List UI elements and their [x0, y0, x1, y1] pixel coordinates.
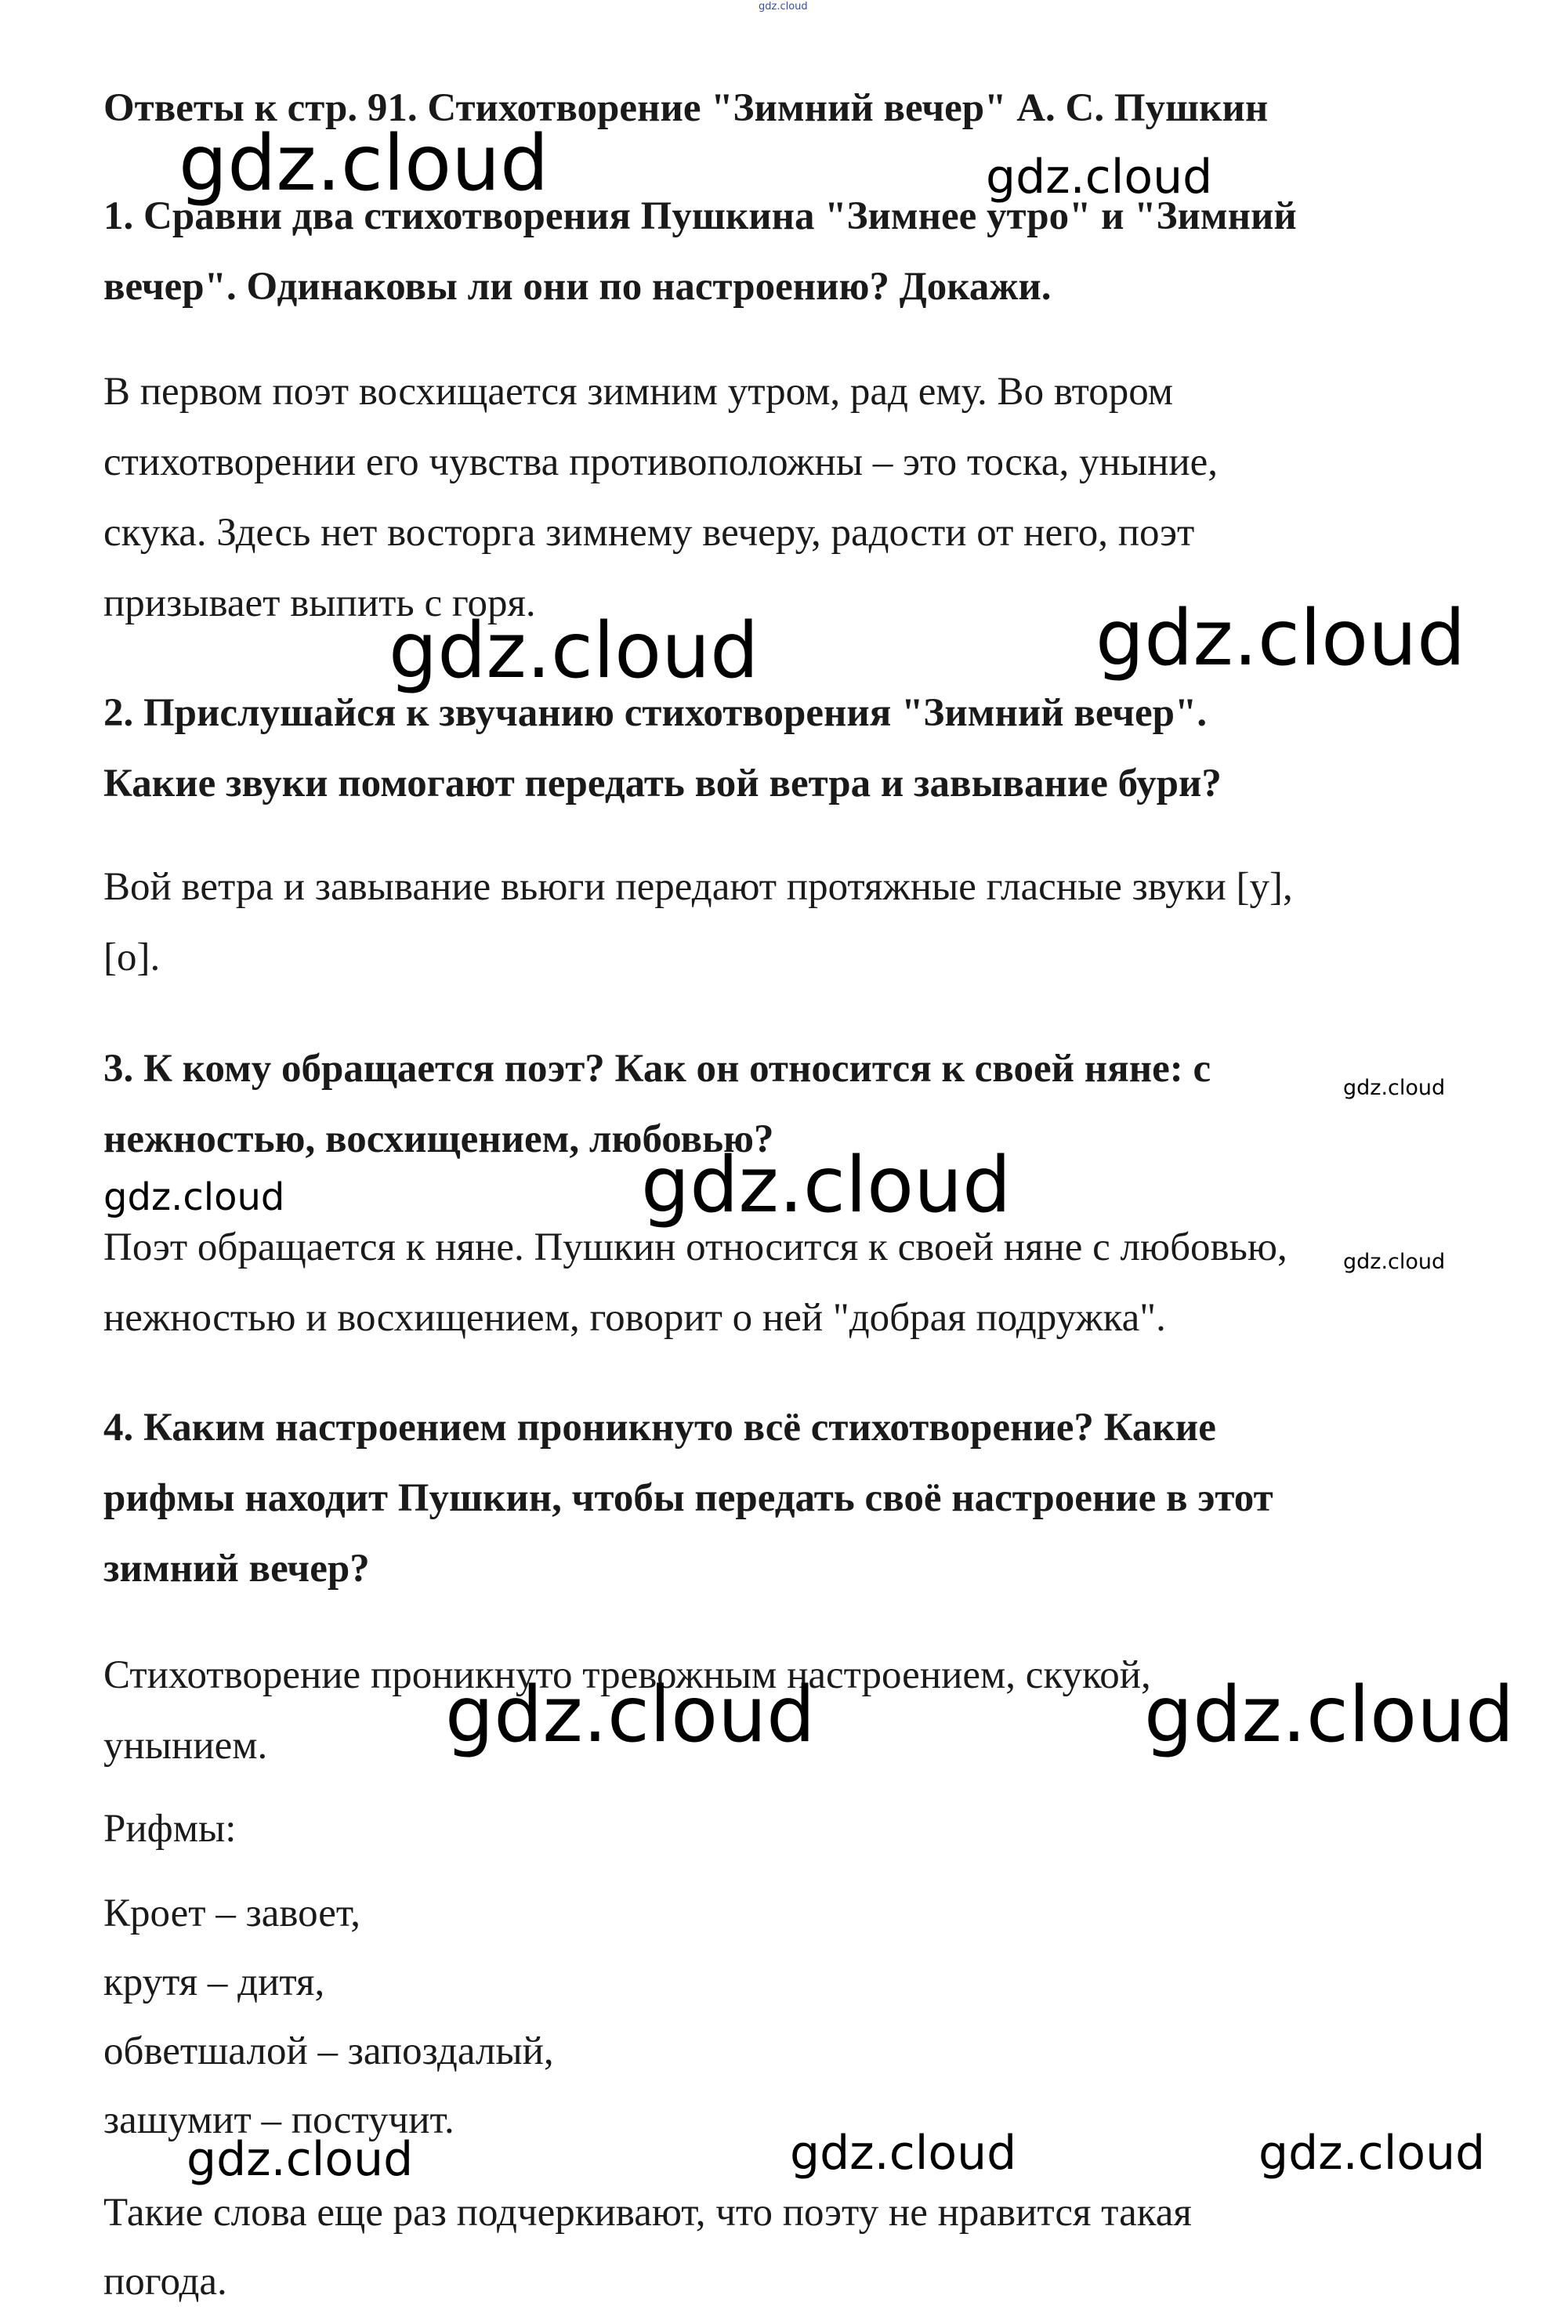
answer-1-line-4: призывает выпить с горя.: [103, 581, 536, 625]
watermark: gdz.cloud: [1343, 1250, 1446, 1274]
rhyme-line-3: обветшалой – запоздалый,: [103, 2029, 554, 2073]
rhyme-line-4: зашумит – постучит.: [103, 2098, 454, 2142]
watermark-top-tiny: gdz.cloud: [759, 1, 808, 13]
rhymes-label: Рифмы:: [103, 1807, 237, 1851]
answer-3-line-2: нежностью и восхищением, говорит о ней "добрая подружка".: [103, 1296, 1166, 1340]
watermark: gdz.cloud: [1343, 1076, 1446, 1100]
question-2-line-2: Какие звуки помогают передать вой ветра и завывание бури?: [103, 762, 1222, 805]
watermark: gdz.cloud: [1144, 1671, 1515, 1760]
question-1-line-2: вечер". Одинаковы ли они по настроению? Докажи.: [103, 265, 1052, 309]
question-1-line-1: 1. Сравни два стихотворения Пушкина "Зимнее утро" и "Зимний: [103, 194, 1297, 238]
watermark: gdz.cloud: [1258, 2126, 1486, 2181]
watermark: gdz.cloud: [186, 2132, 414, 2187]
rhyme-line-1: Кроет – завоет,: [103, 1891, 361, 1935]
answer-1-line-2: стихотворении его чувства противоположны – это тоска, уныние,: [103, 440, 1219, 484]
watermark: gdz.cloud: [445, 1671, 816, 1760]
watermark: gdz.cloud: [986, 150, 1213, 205]
question-4-line-1: 4. Каким настроением проникнуто всё стихотворение? Какие: [103, 1406, 1216, 1450]
page-title: Ответы к стр. 91. Стихотворение "Зимний вечер" А. С. Пушкин: [103, 86, 1269, 130]
conclusion-line-2: погода.: [103, 2260, 227, 2304]
answer-3-line-1: Поэт обращается к няне. Пушкин относится к своей няне с любовью,: [103, 1225, 1287, 1269]
watermark: gdz.cloud: [179, 119, 549, 208]
answer-2-line-1: Вой ветра и завывание вьюги передают протяжные гласные звуки [у],: [103, 865, 1293, 909]
watermark: gdz.cloud: [641, 1141, 1012, 1230]
rhyme-line-2: крутя – дитя,: [103, 1960, 325, 2004]
question-4-line-3: зимний вечер?: [103, 1547, 370, 1591]
question-2-line-1: 2. Прислушайся к звучанию стихотворения "Зимний вечер".: [103, 691, 1208, 735]
watermark: gdz.cloud: [389, 606, 759, 696]
answer-4-line-2: унынием.: [103, 1724, 268, 1768]
answer-4-line-1: Стихотворение проникнуто тревожным настроением, скукой,: [103, 1653, 1151, 1697]
conclusion-line-1: Такие слова еще раз подчеркивают, что поэту не нравится такая: [103, 2191, 1192, 2235]
answer-1-line-3: скука. Здесь нет восторга зимнему вечеру, радости от него, поэт: [103, 511, 1195, 555]
answer-2-line-2: [о].: [103, 936, 161, 979]
question-3-line-2: нежностью, восхищением, любовью?: [103, 1117, 774, 1161]
watermark: gdz.cloud: [1095, 594, 1466, 683]
question-3-line-1: 3. К кому обращается поэт? Как он относится к своей няне: с: [103, 1047, 1211, 1091]
question-4-line-2: рифмы находит Пушкин, чтобы передать своё настроение в этот: [103, 1476, 1273, 1520]
answer-1-line-1: В первом поэт восхищается зимним утром, рад ему. Во втором: [103, 370, 1174, 414]
watermark: gdz.cloud: [103, 1175, 285, 1219]
watermark: gdz.cloud: [790, 2126, 1017, 2181]
